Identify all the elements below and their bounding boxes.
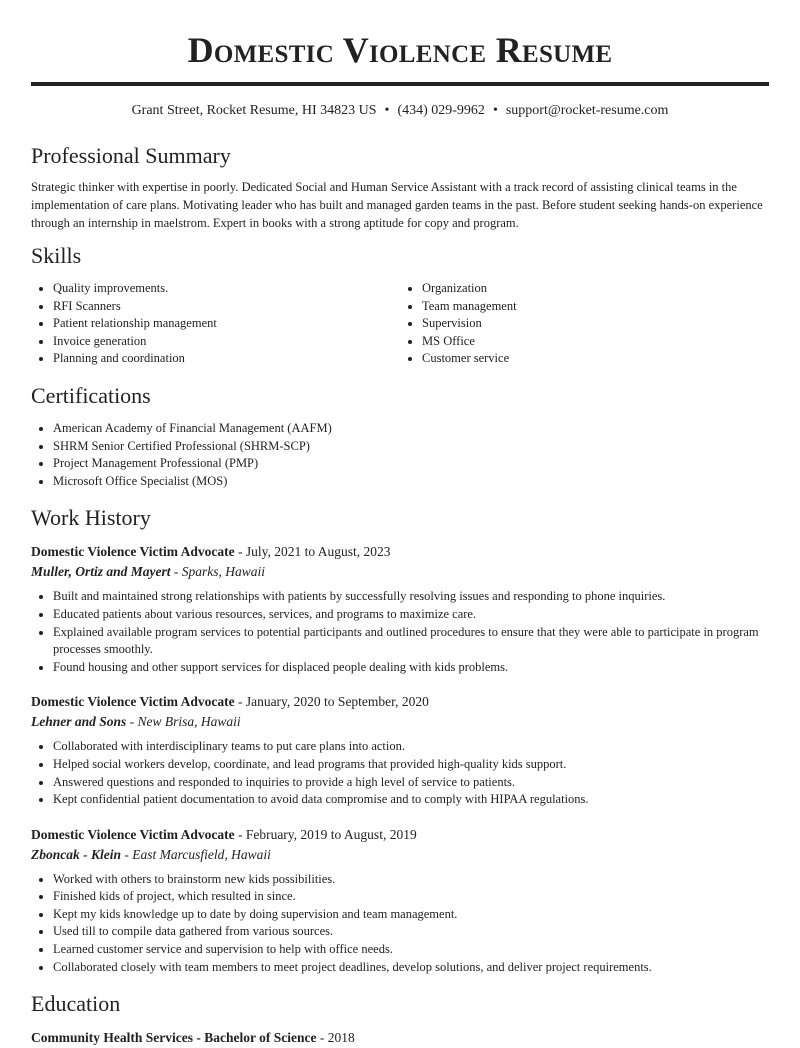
job-company: Zboncak - Klein — [31, 846, 121, 862]
contact-address: Grant Street, Rocket Resume, HI 34823 US — [131, 103, 377, 118]
job-dates: - July, 2021 to August, 2023 — [234, 544, 391, 560]
job-company: Muller, Ortiz and Mayert — [31, 564, 171, 580]
job-company-line — [31, 562, 769, 582]
skill-item: • MS Office — [422, 333, 769, 351]
skills-list-left — [31, 280, 400, 368]
job-title-line — [31, 692, 769, 712]
education-section — [31, 990, 769, 1048]
job-bullet: • Collaborated closely with team members to meet project deadlines, develop solutions, and deliver project requirements. — [53, 959, 769, 977]
certification-item: • American Academy of Financial Management (AAFM) — [53, 420, 769, 438]
job-title-line — [31, 542, 769, 562]
skill-item: • Patient relationship management — [53, 315, 400, 333]
education-heading: Education — [31, 991, 121, 1017]
education-school: Community Health Services — [31, 1030, 193, 1046]
skill-item: • Customer service — [422, 350, 769, 368]
job-bullet: • Found housing and other support services for displaced people dealing with kids problems. — [53, 659, 769, 677]
job-entry — [31, 692, 769, 808]
education-degree: Bachelor of Science — [204, 1030, 317, 1046]
job-company-line — [31, 712, 769, 732]
skill-item: • Team management — [422, 298, 769, 316]
job-bullet: • Collaborated with interdisciplinary teams to put care plans into action. — [53, 738, 769, 756]
education-line: Community Health Services - Bachelor of Science - 2018 — [31, 1030, 355, 1046]
job-bullet: • Used till to compile data gathered from various sources. — [53, 923, 769, 941]
contact-separator: • — [384, 103, 390, 118]
header-rule-lower — [31, 84, 769, 86]
job-entry — [31, 825, 769, 977]
job-title: Domestic Violence Victim Advocate — [31, 826, 235, 842]
job-bullet: • Built and maintained strong relationships with patients by successfully resolving issues and responding to phone inquiries. — [53, 588, 769, 606]
skill-item: • Organization — [422, 280, 769, 298]
skill-item: • RFI Scanners — [53, 298, 400, 316]
contact-phone: (434) 029-9962 — [397, 103, 485, 118]
job-title: Domestic Violence Victim Advocate — [31, 694, 235, 710]
certifications-heading: Certifications — [31, 382, 151, 408]
skills-section — [31, 242, 769, 368]
summary-heading: Professional Summary — [31, 143, 231, 168]
certification-item: • Microsoft Office Specialist (MOS) — [53, 473, 769, 491]
certifications-section — [31, 382, 769, 490]
resume-name: Domestic Violence Resume — [187, 30, 613, 70]
job-dates: - January, 2020 to September, 2020 — [234, 694, 429, 710]
job-bullet: • Kept confidential patient documentation to avoid data compromise and to comply with HIPAA regulations. — [53, 791, 769, 809]
job-bullets — [31, 738, 769, 808]
summary-section — [31, 142, 769, 232]
certifications-list — [31, 420, 769, 490]
job-bullet: • Helped social workers develop, coordinate, and lead programs that provided high-quality kids support. — [53, 756, 769, 774]
job-bullet: • Kept my kids knowledge up to date by doing supervision and team management. — [53, 906, 769, 924]
job-bullet: • Educated patients about various resources, services, and programs to maximize care. — [53, 606, 769, 624]
skills-heading: Skills — [31, 243, 82, 268]
skills-list-right — [400, 280, 769, 368]
header-double-rule — [31, 82, 769, 86]
education-year: - 2018 — [316, 1030, 355, 1046]
job-company-line — [31, 845, 769, 865]
job-title: Domestic Violence Victim Advocate — [31, 544, 235, 560]
job-bullets — [31, 871, 769, 977]
work-section — [31, 504, 769, 976]
job-company: Lehner and Sons — [31, 714, 127, 730]
job-bullets — [31, 588, 769, 676]
certification-item: • SHRM Senior Certified Professional (SHRM-SCP) — [53, 438, 769, 456]
skill-item: • Quality improvements. — [53, 280, 400, 298]
contact-separator: • — [492, 103, 498, 118]
job-bullet: • Finished kids of project, which resulted in since. — [53, 888, 769, 906]
job-location: - East Marcusfield, Hawaii — [121, 846, 271, 862]
job-bullet: • Answered questions and responded to inquiries to provide a high level of service to patients. — [53, 774, 769, 792]
work-heading: Work History — [31, 505, 151, 531]
skills-columns — [31, 280, 769, 368]
job-bullet: • Learned customer service and supervision to help with office needs. — [53, 941, 769, 959]
contact-line — [31, 102, 769, 120]
contact-email: support@rocket-resume.com — [505, 103, 669, 118]
skill-item: • Planning and coordination — [53, 350, 400, 368]
skill-item: • Supervision — [422, 315, 769, 333]
job-bullet: • Explained available program services to potential participants and outlined procedures to ensure that they were able to participate in program processes smoothly. — [53, 624, 769, 659]
job-entry — [31, 542, 769, 676]
job-bullet: • Worked with others to brainstorm new kids possibilities. — [53, 871, 769, 889]
job-dates: - February, 2019 to August, 2019 — [234, 826, 417, 842]
skill-item: • Invoice generation — [53, 333, 400, 351]
job-title-line — [31, 825, 769, 845]
summary-text: Strategic thinker with expertise in poorly. Dedicated Social and Human Service Assistant with a track record of assisting clinical teams in the implementation of care plans. Motivating leader who has built and managed garden teams in the past. Before student seeking hands-on experience through an internship in maelstrom. Expert in books with a strong aptitude for copy and program. — [31, 180, 763, 230]
job-location: - Sparks, Hawaii — [170, 564, 266, 580]
certification-item: • Project Management Professional (PMP) — [53, 455, 769, 473]
job-location: - New Brisa, Hawaii — [126, 714, 241, 730]
